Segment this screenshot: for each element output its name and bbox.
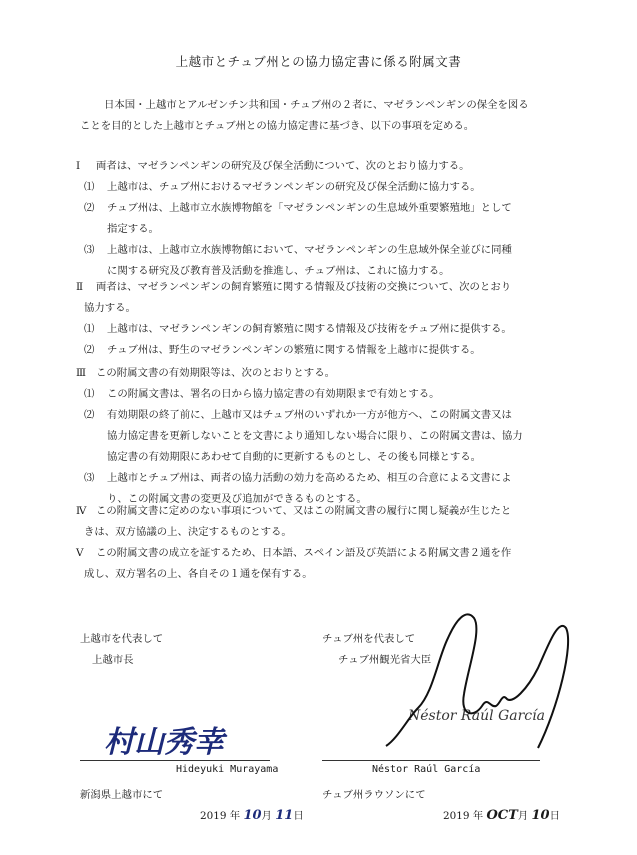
section-text-line: きは、双方協議の上、決定するものとする。 xyxy=(84,526,292,538)
left-date xyxy=(200,807,304,823)
item-number: ⑵ xyxy=(84,409,95,421)
signature-stroke xyxy=(386,614,568,748)
right-place: チュブ州ラウソンにて xyxy=(322,789,426,801)
section-text-line: この附属文書に定めのない事項について、又はこの附属文書の履行に関し疑義が生じたと xyxy=(96,505,512,517)
right-printed-name: Néstor Raúl García xyxy=(372,764,481,775)
right-date-day: 10 xyxy=(531,808,550,823)
item-text-line: 協力協定書を更新しないことを文書により通知しない場合に限り、この附属文書は、協力 xyxy=(107,430,523,442)
section-text-line: 両者は、マゼランペンギンの飼育繁殖に関する情報及び技術の交換について、次のとおり xyxy=(96,281,512,293)
right-signature-text: Néstor Raúl García xyxy=(408,708,545,724)
section-numeral: Ⅱ xyxy=(76,281,84,293)
item-text-line: 上越市は、マゼランペンギンの飼育繁殖に関する情報及び技術をチュブ州に提供する。 xyxy=(107,323,512,335)
item-number: ⑴ xyxy=(84,181,95,193)
item-text-line: この附属文書は、署名の日から協力協定書の有効期限まで有効とする。 xyxy=(107,388,440,400)
section-text-line: 成し、双方署名の上、各自その１通を保有する。 xyxy=(84,568,313,580)
right-handwritten-signature xyxy=(378,598,578,768)
right-date-month: OCT xyxy=(486,808,518,823)
section-text-line: 両者は、マゼランペンギンの研究及び保全活動について、次のとおり協力する。 xyxy=(96,160,470,172)
item-text-line: チュブ州は、野生のマゼランペンギンの繁殖に関する情報を上越市に提供する。 xyxy=(107,344,481,356)
right-represent: チュブ州を代表して xyxy=(322,633,416,645)
item-number: ⑵ xyxy=(84,202,95,214)
item-text-line: チュブ州は、上越市立水族博物館を「マゼランペンギンの生息域外重要繁殖地」として xyxy=(107,202,512,214)
item-text-line: 上越市とチュブ州は、両者の協力活動の効力を高めるため、相互の合意による文書によ xyxy=(107,472,512,484)
preamble-line: ことを目的とした上越市とチュブ州との協力協定書に基づき、以下の事項を定める。 xyxy=(80,120,475,132)
left-handwritten-signature xyxy=(100,712,250,764)
preamble-line: 日本国・上越市とアルゼンチン共和国・チュブ州の２者に、マゼランペンギンの保全を図る xyxy=(104,99,529,111)
item-text-line: り、この附属文書の変更及び追加ができるものとする。 xyxy=(107,493,367,505)
left-printed-name: Hideyuki Murayama xyxy=(176,764,279,775)
right-date-year: 2019 年 xyxy=(443,810,484,822)
item-text-line: 協定書の有効期限にあわせて自動的に更新するものとし、その後も同様とする。 xyxy=(107,451,482,463)
left-signature-text: 村山秀幸 xyxy=(104,725,224,760)
document-title: 上越市とチュブ州との協力協定書に係る附属文書 xyxy=(175,54,462,69)
left-role: 上越市長 xyxy=(92,654,134,666)
item-number: ⑶ xyxy=(84,472,95,484)
item-number: ⑴ xyxy=(84,388,95,400)
section-numeral: Ⅴ xyxy=(76,547,84,559)
section-text-line: 協力する。 xyxy=(84,302,136,314)
item-text-line: 上越市は、上越市立水族博物館において、マゼランペンギンの生息域外保全並びに同種 xyxy=(107,244,512,256)
section-text-line: この附属文書の有効期限等は、次のとおりとする。 xyxy=(96,367,335,379)
left-date-year: 2019 年 xyxy=(200,810,241,822)
section-text-line: この附属文書の成立を証するため、日本語、スペイン語及び英語による附属文書２通を作 xyxy=(96,547,512,559)
item-number: ⑴ xyxy=(84,323,95,335)
item-text-line: 有効期限の終了前に、上越市又はチュブ州のいずれか一方が他方へ、この附属文書又は xyxy=(107,409,512,421)
item-text-line: 指定する。 xyxy=(107,223,159,235)
section-numeral: Ⅳ xyxy=(76,505,87,517)
left-date-month: 10 xyxy=(243,808,262,823)
item-number: ⑶ xyxy=(84,244,95,256)
right-date xyxy=(443,807,560,823)
right-date-month-unit: 月 xyxy=(517,810,529,822)
item-text-line: に関する研究及び教育普及活動を推進し、チュブ州は、これに協力する。 xyxy=(107,265,450,277)
right-role: チュブ州観光省大臣 xyxy=(338,654,432,666)
item-number: ⑵ xyxy=(84,344,95,356)
right-date-day-unit: 日 xyxy=(549,810,560,822)
left-place: 新潟県上越市にて xyxy=(80,789,164,801)
left-date-month-unit: 月 xyxy=(261,810,272,822)
left-date-day: 11 xyxy=(275,808,294,823)
item-text-line: 上越市は、チュブ州におけるマゼランペンギンの研究及び保全活動に協力する。 xyxy=(107,181,481,193)
section-numeral: Ⅰ xyxy=(76,160,81,172)
section-numeral: Ⅲ xyxy=(76,367,87,379)
right-signature-line xyxy=(322,760,540,761)
left-represent: 上越市を代表して xyxy=(80,633,164,645)
left-signature-line xyxy=(80,760,270,761)
left-date-day-unit: 日 xyxy=(293,810,304,822)
